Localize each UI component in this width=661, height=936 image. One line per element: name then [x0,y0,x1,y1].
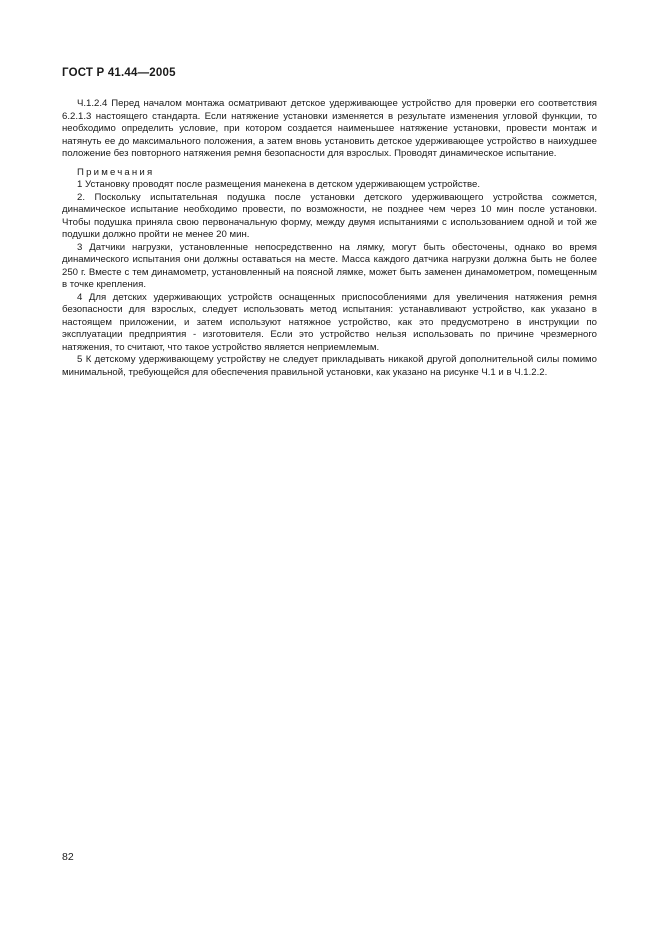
page-number: 82 [62,851,74,863]
document-header: ГОСТ Р 41.44—2005 [62,67,176,79]
document-body [62,98,597,379]
note-item-1: 1 Установку проводят после размещения манекена в детском удерживающем устройстве. [77,179,481,190]
note-item-3: 3 Датчики нагрузки, установленные непосредственно на лямку, могут быть обесточены, однако во время динамического испытания они должны оставаться на месте. Масса каждого датчика нагрузки должна быть не более 250 г. Вместе с тем динамометр, установленный на поясной лямке, может быть заменен динамометром, помещенным в точке крепления. [62,241,597,290]
note-item-4: 4 Для детских удерживающих устройств оснащенных приспособлениями для увеличения натяжения ремня безопасности для взрослых, следует использовать метод испытания: устанавливают устройство, как указано в настоящем приложении, и затем используют натяжное устройство, как это предусмотрено в инструкции по эксплуатации предприятия - изготовителя. Если это устройство нельзя использовать по причине чрезмерного натяжения, то считают, что такое устройство является неприемлемым. [62,291,597,353]
section-paragraph: Ч.1.2.4 Перед началом монтажа осматривают детское удерживающее устройство для проверки его соответствия 6.2.1.3 настоящего стандарта. Если натяжение установки изменяется в результате изменения угловой функции, то необходимо определить условие, при котором создается наименьшее натяжение установки, провести монтаж и натянуть ее до максимального положения, а затем вновь установить детское удерживающее устройство в наихудшее положение без повторного натяжения ремня безопасности для взрослых. Проводят динамическое испытание. [62,98,597,159]
note-item-5: 5 К детскому удерживающему устройству не следует прикладывать никакой другой дополнительной силы помимо минимальной, требующейся для обеспечения правильной установки, как указано на рисунке Ч.1 и в Ч.1.2.2. [62,354,597,378]
notes-title: Примечания [77,166,155,178]
note-item-2: 2. Поскольку испытательная подушка после установки детского удерживающего устройства сожмется, динамическое испытание необходимо провести, по возможности, не позднее чем через 10 мин после установки. Чтобы подушка приняла свою первоначальную форму, между двумя испытаниями с использованием одной и той же подушки должно пройти не менее 20 мин. [62,191,597,240]
